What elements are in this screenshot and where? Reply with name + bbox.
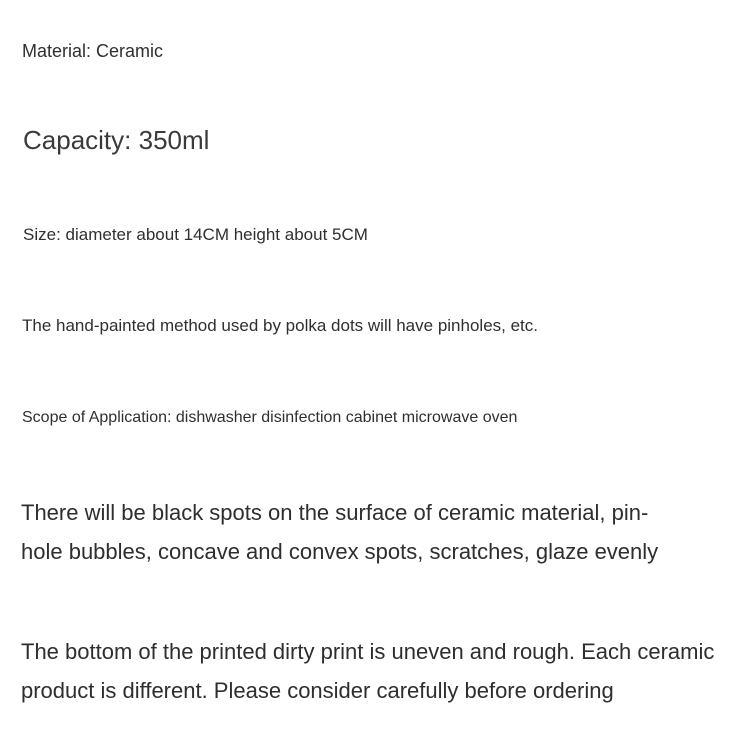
scope-text: Scope of Application: dishwasher disinfection cabinet microwave oven: [22, 409, 518, 426]
bottom-notice-line: The bottom of the printed dirty print is uneven and rough. Each ceramic: [21, 639, 715, 664]
method-note-text: The hand-painted method used by polka dots will have pinholes, etc.: [22, 316, 538, 335]
material-text: Material: Ceramic: [22, 41, 164, 61]
size-text: Size: diameter about 14CM height about 5CM: [23, 225, 368, 244]
surface-notice-paragraph: [21, 493, 721, 571]
capacity-text: Capacity: 350ml: [23, 125, 210, 155]
surface-notice-line: There will be black spots on the surface of ceramic material, pin-: [21, 500, 649, 525]
surface-notice-line: hole bubbles, concave and convex spots, scratches, glaze evenly: [21, 539, 659, 564]
bottom-notice-line: product is different. Please consider carefully before ordering: [21, 678, 614, 703]
bottom-notice-paragraph: [21, 632, 721, 710]
